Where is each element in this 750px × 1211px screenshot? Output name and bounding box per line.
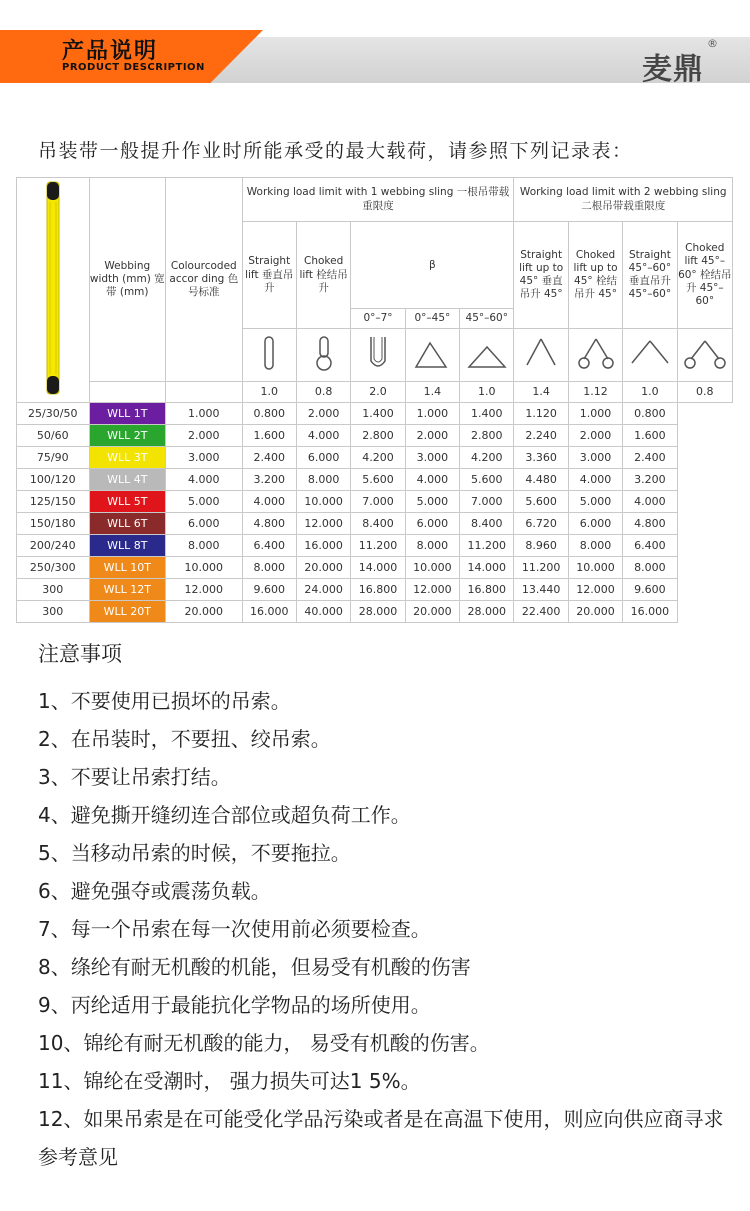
load-value-cell: 10.000	[166, 557, 243, 579]
load-value-cell: 14.000	[460, 557, 514, 579]
load-value-cell: 10.000	[405, 557, 459, 579]
basket-45-icon	[405, 329, 459, 382]
wll-color-cell: WLL 4T	[89, 469, 166, 491]
load-value-cell: 13.440	[514, 579, 568, 601]
width-cell: 100/120	[17, 469, 90, 491]
sling-illustration-cell	[17, 178, 90, 403]
load-value-cell: 4.000	[242, 491, 296, 513]
load-value-cell: 7.000	[460, 491, 514, 513]
load-value-cell: 11.200	[351, 535, 405, 557]
load-value-cell: 1.400	[351, 403, 405, 425]
sub-straight-45-60: Straight 45°–60° 垂直吊升 45°–60°	[623, 222, 677, 329]
load-value-cell: 11.200	[514, 557, 568, 579]
banner-title-en: PRODUCT DESCRIPTION	[62, 62, 205, 73]
width-cell: 150/180	[17, 513, 90, 535]
load-value-cell: 1.000	[166, 403, 243, 425]
factor-cell: 1.0	[460, 382, 514, 403]
table-row	[17, 469, 733, 491]
load-value-cell: 1.000	[405, 403, 459, 425]
note-item: 5、当移动吊索的时候，不要拖拉。	[38, 841, 351, 865]
factor-cell: 1.4	[514, 382, 568, 403]
sub-choked-45: Choked lift up to 45° 栓结吊升 45°	[568, 222, 622, 329]
load-value-cell: 3.360	[514, 447, 568, 469]
load-value-cell: 5.000	[568, 491, 622, 513]
load-value-cell: 16.000	[623, 600, 677, 622]
load-value-cell: 12.000	[166, 579, 243, 601]
wll-color-cell: WLL 10T	[89, 557, 166, 579]
load-value-cell: 4.480	[514, 469, 568, 491]
load-value-cell: 6.400	[623, 535, 677, 557]
load-value-cell: 4.000	[405, 469, 459, 491]
load-value-cell: 20.000	[405, 600, 459, 622]
two-straight-60-icon	[623, 329, 677, 382]
table-row	[17, 425, 733, 447]
factor-cell: 0.8	[677, 382, 732, 403]
load-value-cell: 20.000	[568, 600, 622, 622]
load-value-cell: 20.000	[166, 600, 243, 622]
sub-straight: Straight lift 垂直吊升	[242, 222, 296, 329]
sub-choked: Choked lift 栓结吊升	[296, 222, 350, 329]
load-value-cell: 16.800	[460, 579, 514, 601]
load-value-cell: 4.000	[166, 469, 243, 491]
note-item: 2、在吊装时，不要扭、绞吊索。	[38, 727, 331, 751]
width-cell: 200/240	[17, 535, 90, 557]
group2-header: Working load limit with 2 webbing sling 二根吊带载重限度	[514, 178, 733, 222]
notes-list	[38, 682, 738, 1176]
registered-mark: ®	[707, 37, 718, 50]
width-cell: 125/150	[17, 491, 90, 513]
load-value-cell: 9.600	[242, 579, 296, 601]
note-item: 7、每一个吊索在每一次使用前必须要检查。	[38, 917, 431, 941]
load-value-cell: 6.000	[166, 513, 243, 535]
factor-cell: 0.8	[296, 382, 350, 403]
sub-choked-45-60: Choked lift 45°–60° 栓结吊升 45°–60°	[677, 222, 732, 329]
note-item: 11、锦纶在受潮时， 强力损失可达1 5%。	[38, 1069, 421, 1093]
load-value-cell: 6.000	[296, 447, 350, 469]
col-color-header: Colourcoded accor ding 色号标准	[166, 178, 243, 382]
load-value-cell: 16.000	[296, 535, 350, 557]
width-cell: 300	[17, 579, 90, 601]
load-value-cell: 4.000	[568, 469, 622, 491]
note-item: 12、如果吊索是在可能受化学品污染或者是在高温下使用，则应向供应商寻求参考意见	[38, 1107, 724, 1169]
load-value-cell: 4.800	[242, 513, 296, 535]
load-value-cell: 1.120	[514, 403, 568, 425]
load-value-cell: 7.000	[351, 491, 405, 513]
wll-color-cell: WLL 2T	[89, 425, 166, 447]
load-value-cell: 2.000	[405, 425, 459, 447]
load-value-cell: 12.000	[405, 579, 459, 601]
load-value-cell: 8.000	[623, 557, 677, 579]
factor-cell: 1.0	[623, 382, 677, 403]
wll-color-cell: WLL 5T	[89, 491, 166, 513]
wll-color-cell: WLL 3T	[89, 447, 166, 469]
two-straight-45-icon	[514, 329, 568, 382]
load-value-cell: 3.000	[568, 447, 622, 469]
load-value-cell: 5.600	[514, 491, 568, 513]
load-value-cell: 2.000	[568, 425, 622, 447]
sub-beta-3: 45°–60°	[460, 309, 514, 329]
sub-beta-1: 0°–7°	[351, 309, 405, 329]
load-value-cell: 2.400	[242, 447, 296, 469]
load-value-cell: 0.800	[242, 403, 296, 425]
two-choked-60-icon	[677, 329, 732, 382]
load-value-cell: 3.200	[242, 469, 296, 491]
load-value-cell: 10.000	[568, 557, 622, 579]
table-row	[17, 600, 733, 622]
load-value-cell: 6.720	[514, 513, 568, 535]
straight-lift-icon	[242, 329, 296, 382]
load-value-cell: 1.600	[242, 425, 296, 447]
two-choked-45-icon	[568, 329, 622, 382]
load-value-cell: 8.400	[351, 513, 405, 535]
load-value-cell: 8.000	[568, 535, 622, 557]
wll-color-cell: WLL 8T	[89, 535, 166, 557]
note-item: 4、避免撕开缝纫连合部位或超负荷工作。	[38, 803, 411, 827]
load-value-cell: 4.200	[460, 447, 514, 469]
wll-color-cell: WLL 6T	[89, 513, 166, 535]
table-row	[17, 447, 733, 469]
load-value-cell: 28.000	[351, 600, 405, 622]
factor-blank-1	[89, 382, 166, 403]
table-row	[17, 557, 733, 579]
factor-cell: 1.12	[568, 382, 622, 403]
load-value-cell: 2.800	[460, 425, 514, 447]
note-item: 6、避免强夺或震荡负载。	[38, 879, 271, 903]
notes-section	[38, 638, 738, 1176]
sub-beta-2: 0°–45°	[405, 309, 459, 329]
load-value-cell: 8.000	[405, 535, 459, 557]
load-value-cell: 3.000	[166, 447, 243, 469]
header-banner	[0, 0, 750, 96]
factor-blank-2	[166, 382, 243, 403]
sling-illustration	[41, 178, 65, 398]
load-value-cell: 4.000	[296, 425, 350, 447]
table-row	[17, 491, 733, 513]
load-value-cell: 4.000	[623, 491, 677, 513]
load-value-cell: 2.000	[296, 403, 350, 425]
load-value-cell: 5.600	[460, 469, 514, 491]
notes-heading: 注意事项	[38, 642, 122, 666]
factor-cell: 1.4	[405, 382, 459, 403]
load-value-cell: 8.000	[242, 557, 296, 579]
width-cell: 250/300	[17, 557, 90, 579]
basket-lift-icon	[351, 329, 405, 382]
load-value-cell: 1.600	[623, 425, 677, 447]
choked-lift-icon	[296, 329, 350, 382]
load-value-cell: 16.800	[351, 579, 405, 601]
load-value-cell: 22.400	[514, 600, 568, 622]
load-value-cell: 8.960	[514, 535, 568, 557]
note-item: 10、锦纶有耐无机酸的能力， 易受有机酸的伤害。	[38, 1031, 490, 1055]
sub-beta: β	[351, 222, 514, 309]
load-value-cell: 8.000	[166, 535, 243, 557]
load-value-cell: 1.400	[460, 403, 514, 425]
table-row	[17, 403, 733, 425]
load-value-cell: 1.000	[568, 403, 622, 425]
table-row	[17, 579, 733, 601]
load-value-cell: 2.000	[166, 425, 243, 447]
load-value-cell: 5.000	[166, 491, 243, 513]
wll-color-cell: WLL 1T	[89, 403, 166, 425]
load-table	[16, 177, 733, 618]
load-value-cell: 6.400	[242, 535, 296, 557]
load-value-cell: 6.000	[405, 513, 459, 535]
load-value-cell: 4.200	[351, 447, 405, 469]
load-value-cell: 6.000	[568, 513, 622, 535]
load-value-cell: 4.800	[623, 513, 677, 535]
load-value-cell: 8.000	[296, 469, 350, 491]
width-cell: 300	[17, 600, 90, 622]
load-value-cell: 12.000	[296, 513, 350, 535]
load-value-cell: 2.240	[514, 425, 568, 447]
load-value-cell: 12.000	[568, 579, 622, 601]
group1-header: Working load limit with 1 webbing sling 一根吊带载重限度	[242, 178, 514, 222]
note-item: 3、不要让吊索打结。	[38, 765, 231, 789]
factor-cell: 2.0	[351, 382, 405, 403]
load-value-cell: 5.600	[351, 469, 405, 491]
wll-color-cell: WLL 20T	[89, 600, 166, 622]
load-value-cell: 11.200	[460, 535, 514, 557]
load-value-cell: 5.000	[405, 491, 459, 513]
load-value-cell: 14.000	[351, 557, 405, 579]
width-cell: 50/60	[17, 425, 90, 447]
load-value-cell: 28.000	[460, 600, 514, 622]
width-cell: 25/30/50	[17, 403, 90, 425]
load-value-cell: 2.800	[351, 425, 405, 447]
note-item: 8、绦纶有耐无机酸的机能，但易受有机酸的伤害	[38, 955, 471, 979]
load-value-cell: 0.800	[623, 403, 677, 425]
brand-logo: 麦鼎	[642, 52, 704, 87]
load-value-cell: 16.000	[242, 600, 296, 622]
load-value-cell: 20.000	[296, 557, 350, 579]
load-value-cell: 9.600	[623, 579, 677, 601]
load-value-cell: 10.000	[296, 491, 350, 513]
sub-straight-45: Straight lift up to 45° 垂直吊升 45°	[514, 222, 568, 329]
intro-text: 吊装带一般提升作业时所能承受的最大载荷，请参照下列记录表：	[38, 140, 633, 162]
note-item: 9、丙纶适用于最能抗化学物品的场所使用。	[38, 993, 431, 1017]
basket-60-icon	[460, 329, 514, 382]
load-value-cell: 40.000	[296, 600, 350, 622]
table-row	[17, 513, 733, 535]
factor-cell: 1.0	[242, 382, 296, 403]
load-value-cell: 8.400	[460, 513, 514, 535]
note-item: 1、不要使用已损坏的吊索。	[38, 689, 291, 713]
banner-title-cn: 产品说明	[62, 39, 159, 64]
load-value-cell: 24.000	[296, 579, 350, 601]
load-value-cell: 3.000	[405, 447, 459, 469]
wll-color-cell: WLL 12T	[89, 579, 166, 601]
col-width-header: Webbing width (mm) 宽带 (mm)	[89, 178, 166, 382]
load-value-cell: 3.200	[623, 469, 677, 491]
load-value-cell: 2.400	[623, 447, 677, 469]
table-body	[17, 403, 733, 623]
width-cell: 75/90	[17, 447, 90, 469]
table-row	[17, 535, 733, 557]
